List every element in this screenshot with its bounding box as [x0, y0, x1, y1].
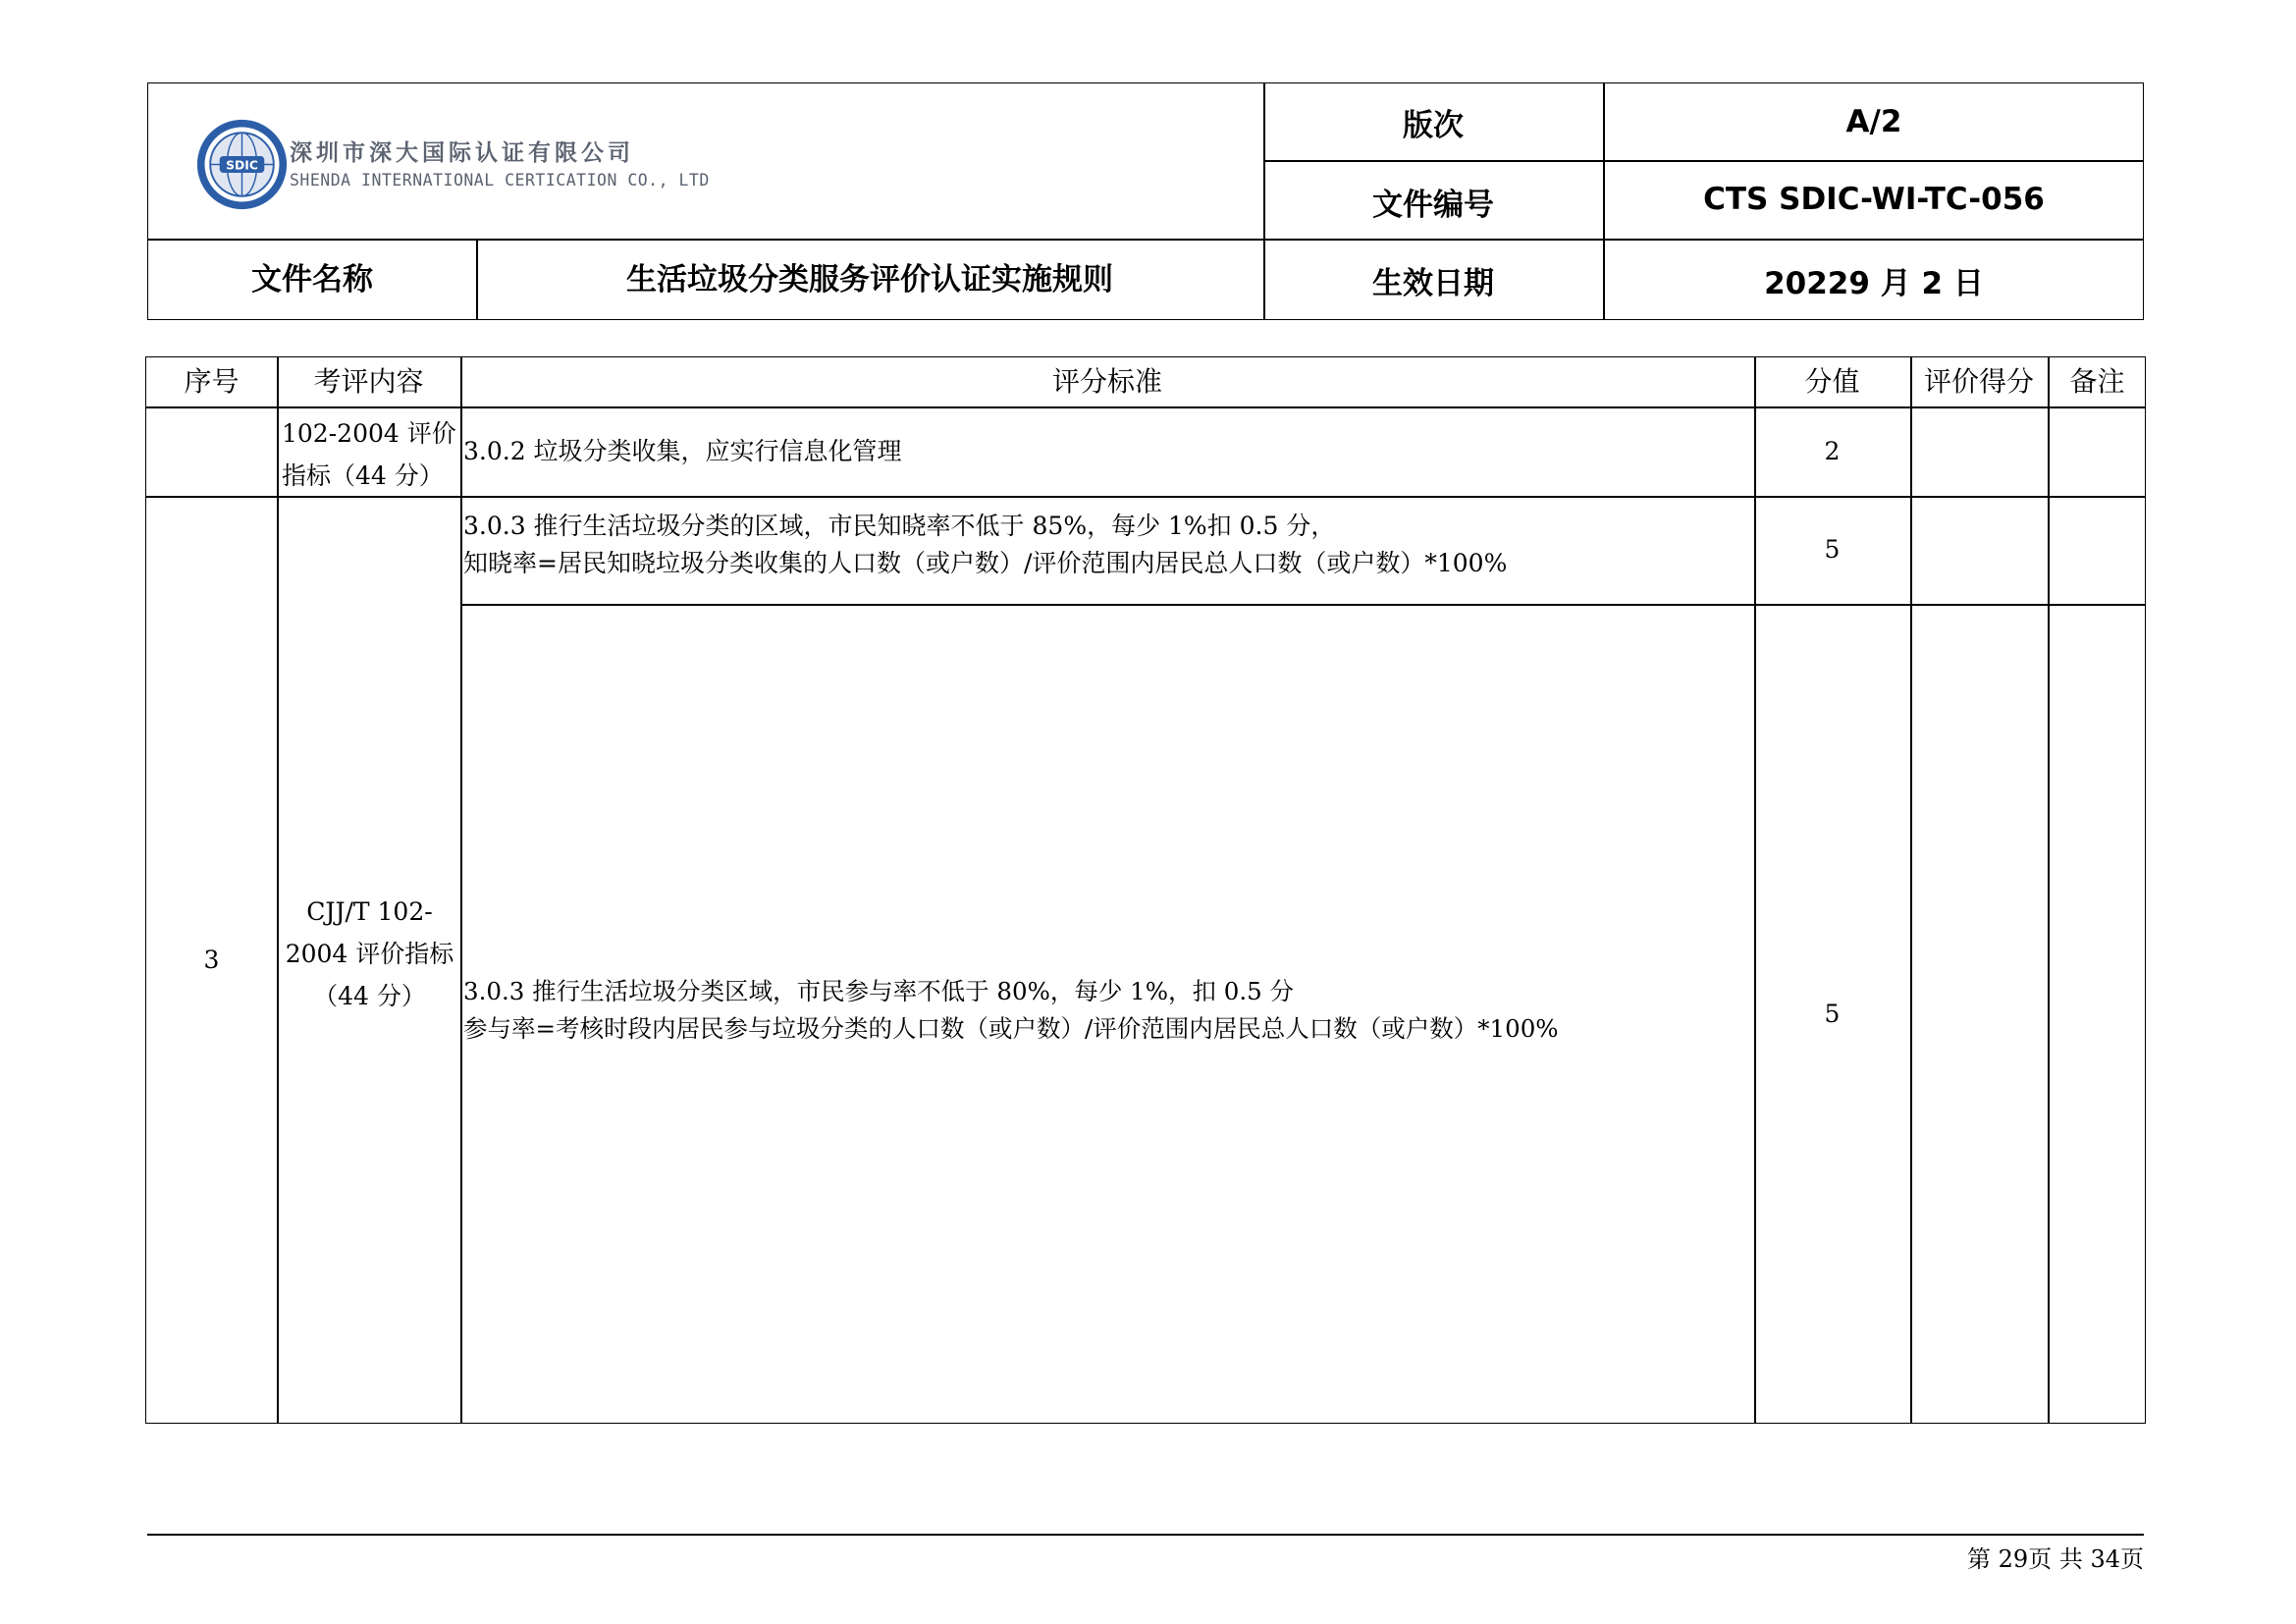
doc-number-label: 文件编号 [1372, 187, 1494, 223]
column-header-criteria: 评分标准 [1051, 365, 1162, 398]
row3-criteria-line2: 参与率=考核时段内居民参与垃圾分类的人口数（或户数）/评价范围内居民总人口数（或户数）*100% [463, 1014, 1559, 1043]
row-group-index: 3 [203, 946, 220, 974]
company-name-en: SHENDA INTERNATIONAL CERTICATION CO., LTD [290, 171, 710, 189]
table-divider [2048, 357, 2050, 1423]
row1-content: 102-2004 评价指标（44 分） [282, 419, 456, 490]
effective-date-value: 20229 月 2 日 [1764, 265, 1984, 301]
row3-score: 5 [1824, 1000, 1841, 1028]
row3-criteria [463, 973, 1754, 1052]
row2-criteria-line2: 知晓率=居民知晓垃圾分类收集的人口数（或户数）/评价范围内居民总人口数（或户数）*100% [463, 549, 1508, 577]
version-value: A/2 [1845, 104, 1902, 139]
row2-criteria [463, 508, 1754, 604]
column-header-remarks: 备注 [2069, 365, 2125, 398]
company-seal-icon [195, 118, 289, 211]
evaluation-table [145, 356, 2146, 1424]
row3-criteria-line1: 3.0.3 推行生活垃圾分类区域，市民参与率不低于 80%，每少 1%，扣 0.5 分 [463, 977, 1295, 1005]
row1-criteria: 3.0.2 垃圾分类收集，应实行信息化管理 [463, 436, 902, 465]
row2-criteria-line1: 3.0.3 推行生活垃圾分类的区域，市民知晓率不低于 85%，每少 1%扣 0.5 分， [463, 512, 1336, 540]
footer-rule [147, 1534, 2144, 1536]
doc-name-label: 文件名称 [251, 261, 373, 298]
column-header-content: 考评内容 [313, 365, 424, 398]
table-divider [1910, 357, 1912, 1423]
row2-score: 5 [1824, 535, 1841, 564]
company-name-cn: 深圳市深大国际认证有限公司 [290, 140, 634, 166]
table-divider [460, 357, 462, 1423]
company-logo [195, 118, 745, 211]
document-header [147, 82, 2144, 320]
row-group-content: CJJ/T 102-2004 评价指标（44 分） [285, 896, 454, 1010]
logo-text: SDIC [226, 158, 258, 173]
column-header-rating: 评价得分 [1923, 365, 2034, 398]
effective-date-label: 生效日期 [1372, 265, 1494, 301]
column-header-score: 分值 [1804, 365, 1860, 398]
column-header-index: 序号 [184, 365, 240, 398]
doc-name-value: 生活垃圾分类服务评价认证实施规则 [626, 261, 1113, 298]
version-label: 版次 [1403, 107, 1464, 143]
page-number: 第 29页 共 34页 [1967, 1545, 2144, 1573]
row1-score: 2 [1824, 436, 1841, 465]
doc-number-value: CTS SDIC-WI-TC-056 [1703, 182, 2045, 217]
